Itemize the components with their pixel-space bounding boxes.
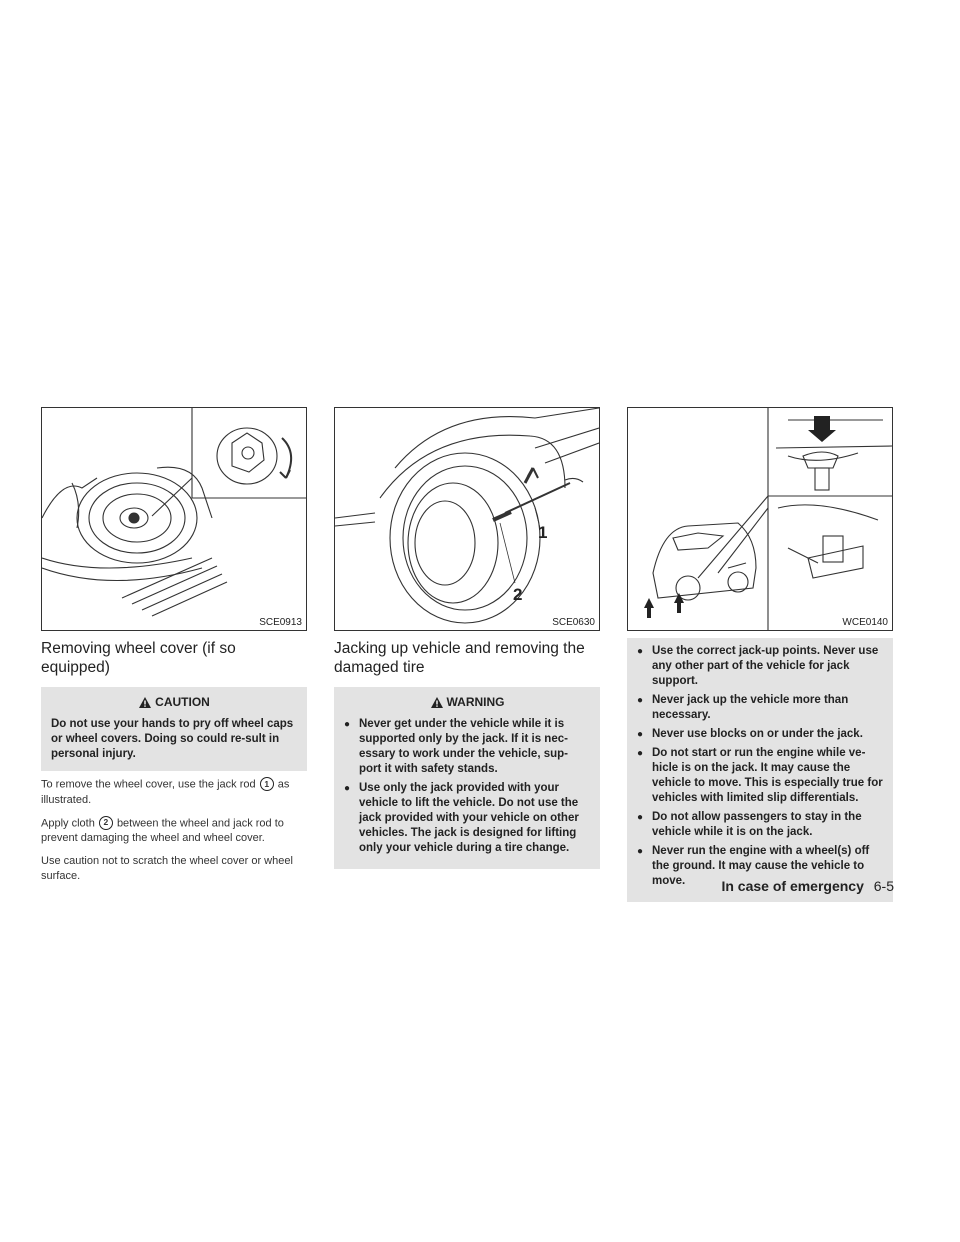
warning-title: WARNING	[446, 695, 505, 709]
callout-2-label: 2	[513, 585, 523, 604]
warning-list	[344, 717, 590, 856]
paragraph-text: To remove the wheel cover, use the jack rod	[41, 778, 256, 791]
paragraph-text: as illustrated.	[41, 778, 290, 806]
wheel-cover-illustration	[42, 408, 306, 630]
section-heading: Removing wheel cover (if so equipped)	[41, 640, 236, 676]
caution-triangle-icon	[138, 696, 152, 709]
paragraph-cloth	[41, 816, 307, 847]
jack-points-illustration	[628, 408, 892, 630]
list-item: ● Do not start or run the engine while ve-hicle is on the jack. It may cause the vehicle to move. This is especially true for vehicles with limited slip differentials.	[637, 746, 883, 806]
footer-section-title: In case of emergency	[721, 878, 864, 894]
figure-code: SCE0913	[259, 617, 302, 628]
page-footer	[721, 878, 894, 894]
caution-text: Do not use your hands to pry off wheel caps or wheel covers. Doing so could re-sult in personal injury.	[51, 718, 294, 760]
list-item: ● Never use blocks on or under the jack.	[637, 727, 883, 742]
page-number: 6-5	[873, 878, 894, 894]
caution-box	[41, 687, 307, 771]
callout-marker-2: 2	[99, 816, 113, 830]
section-heading: Jacking up vehicle and removing the damaged tire	[334, 640, 585, 676]
figure-jack-rod	[334, 407, 600, 631]
warning-list	[637, 644, 883, 889]
list-item: ● Never run the engine with a wheel(s) off the ground. It may cause the vehicle to move.	[637, 844, 883, 889]
figure-code: WCE0140	[842, 617, 888, 628]
callout-1-label: 1	[538, 523, 548, 542]
list-item: ● Never get under the vehicle while it is supported only by the jack. If it is nec-essary to work under the vehicle, sup-port it with safety stands.	[344, 717, 590, 777]
figure-code: SCE0630	[552, 617, 595, 628]
caution-title: CAUTION	[155, 695, 210, 709]
paragraph-text: Apply cloth	[41, 817, 95, 829]
column-jacking-warnings	[627, 407, 893, 902]
warning-box	[334, 687, 600, 869]
list-item: ● Never jack up the vehicle more than necessary.	[637, 693, 883, 723]
warning-header	[344, 695, 590, 709]
paragraph-text: between the wheel and jack rod to prevent damaging the wheel and wheel cover.	[41, 817, 284, 844]
figure-jack-points	[627, 407, 893, 631]
jack-rod-illustration	[335, 408, 599, 630]
list-item: ● Do not allow passengers to stay in the vehicle while it is on the jack.	[637, 810, 883, 840]
list-item: ● Use the correct jack-up points. Never use any other part of the vehicle for jack support.	[637, 644, 883, 689]
warning-continued-box	[627, 638, 893, 902]
warning-triangle-icon	[430, 696, 444, 709]
figure-wheel-cover	[41, 407, 307, 631]
caution-header	[51, 695, 297, 709]
column-jacking-up	[334, 407, 600, 869]
paragraph-caution-scratch: Use caution not to scratch the wheel cover or wheel surface.	[41, 855, 293, 882]
paragraph-jack-rod	[41, 777, 307, 808]
callout-marker-1: 1	[260, 777, 274, 791]
list-item: ● Use only the jack provided with your vehicle to lift the vehicle. Do not use the jack provided with your vehicle on other vehicles. The jack is designed for lifting only your vehicle during a tire change.	[344, 781, 590, 856]
column-removing-wheel-cover	[41, 407, 307, 892]
